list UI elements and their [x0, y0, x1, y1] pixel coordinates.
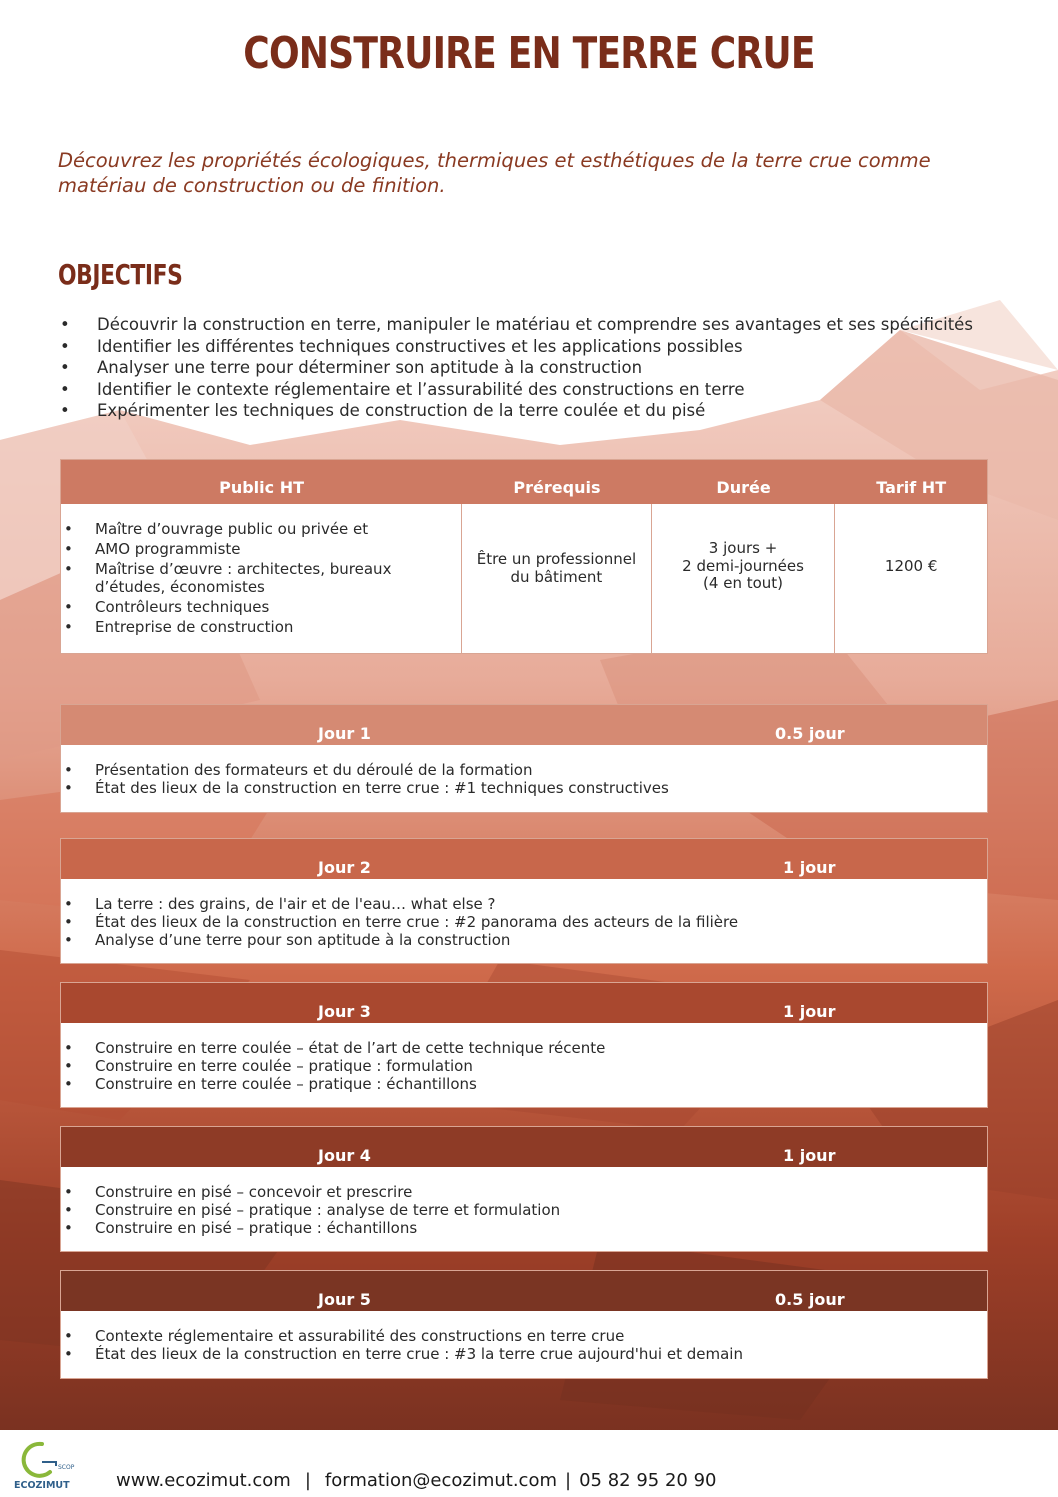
day-item: • Construire en pisé – concevoir et prescrire: [61, 1183, 987, 1201]
day-item: • Construire en pisé – pratique : échantillons: [61, 1219, 987, 1237]
day-name: Jour 1: [318, 724, 371, 743]
day-item: • Construire en pisé – pratique : analyse de terre et formulation: [61, 1201, 987, 1219]
header-public: Public HT: [219, 477, 305, 497]
intro-text: Découvrez les propriétés écologiques, thermiques et esthétiques de la terre crue comme matériau de construction ou de finition.: [58, 149, 931, 197]
info-table-body: [61, 504, 987, 654]
day-item: • Analyse d’une terre pour son aptitude à la construction: [61, 931, 987, 949]
day-name: Jour 3: [318, 1002, 371, 1021]
day-item: • Présentation des formateurs et du déroulé de la formation: [61, 761, 987, 779]
footer-phone: 05 82 95 20 90: [579, 1470, 717, 1491]
prerequis-line: Être un professionnel: [476, 550, 637, 568]
logo-tag: SCOP: [58, 1464, 75, 1471]
day-items: [61, 1023, 987, 1093]
day-header: [61, 1271, 987, 1311]
footer-separator: |: [304, 1470, 311, 1491]
public-item: • Entreprise de construction: [61, 618, 461, 636]
objectives-heading: OBJECTIFS: [58, 258, 183, 291]
footer-website[interactable]: www.ecozimut.com: [116, 1470, 291, 1491]
info-table-header: [61, 460, 987, 504]
header-duree: Durée: [716, 477, 771, 497]
day-header: [61, 1127, 987, 1167]
tarif-value: 1200 €: [884, 557, 938, 575]
page-title: CONSTRUIRE EN TERRE CRUE: [243, 28, 815, 79]
day-name: Jour 5: [318, 1290, 371, 1309]
objective-item: • Identifier les différentes techniques constructives et les applications possibles: [58, 336, 1048, 358]
duree-line: 3 jours +: [708, 539, 778, 557]
day-block-1: [60, 704, 988, 813]
day-items: [61, 879, 987, 949]
day-name: Jour 4: [318, 1146, 371, 1165]
prerequis-line: du bâtiment: [510, 567, 603, 586]
day-duration: 0.5 jour: [775, 1290, 845, 1309]
day-header: [61, 983, 987, 1023]
tarif-cell: [835, 504, 987, 654]
day-header: [61, 839, 987, 879]
header-tarif: Tarif HT: [876, 477, 947, 497]
public-cell: [61, 504, 462, 654]
day-item: • État des lieux de la construction en terre crue : #2 panorama des acteurs de la filière: [61, 913, 987, 931]
day-name: Jour 2: [318, 858, 371, 877]
day-block-3: [60, 982, 988, 1108]
public-item: • Contrôleurs techniques: [61, 598, 461, 616]
logo-name: ECOZIMUT: [14, 1480, 70, 1491]
day-duration: 1 jour: [783, 1002, 836, 1021]
day-item: • État des lieux de la construction en terre crue : #3 la terre crue aujourd'hui et demain: [61, 1345, 987, 1363]
day-duration: 0.5 jour: [775, 724, 845, 743]
header-prerequis: Prérequis: [513, 477, 601, 497]
day-header: [61, 705, 987, 745]
info-table: [60, 459, 988, 654]
day-items: [61, 745, 987, 797]
public-item: • Maître d’ouvrage public ou privée et: [61, 520, 461, 538]
day-item: • Contexte réglementaire et assurabilité des constructions en terre crue: [61, 1327, 987, 1345]
day-block-4: [60, 1126, 988, 1252]
day-item: • Construire en terre coulée – pratique : formulation: [61, 1057, 987, 1075]
day-duration: 1 jour: [783, 1146, 836, 1165]
objective-item: • Découvrir la construction en terre, manipuler le matériau et comprendre ses avantages et ses spécificités: [58, 314, 1048, 336]
prerequis-cell: [462, 504, 652, 654]
duree-line: 2 demi-journées: [682, 556, 804, 575]
day-items: [61, 1311, 987, 1363]
objective-item: • Expérimenter les techniques de construction de la terre coulée et du pisé: [58, 400, 1048, 422]
objectives-list: [58, 314, 1048, 422]
day-item: • Construire en terre coulée – pratique : échantillons: [61, 1075, 987, 1093]
day-items: [61, 1167, 987, 1237]
duree-line: (4 en tout): [703, 574, 784, 592]
footer-email[interactable]: formation@ecozimut.com: [324, 1470, 557, 1491]
ecozimut-logo: [12, 1436, 78, 1492]
public-item: • Maîtrise d’œuvre : architectes, bureaux d’études, économistes: [61, 560, 461, 596]
day-item: • La terre : des grains, de l'air et de l'eau… what else ?: [61, 895, 987, 913]
day-block-2: [60, 838, 988, 964]
duree-cell: [652, 504, 836, 654]
day-item: • État des lieux de la construction en terre crue : #1 techniques constructives: [61, 779, 987, 797]
objective-item: • Identifier le contexte réglementaire et l’assurabilité des constructions en terre: [58, 379, 1048, 401]
footer-separator: |: [565, 1470, 572, 1491]
footer-contact: [116, 1470, 717, 1491]
day-block-5: [60, 1270, 988, 1379]
public-item: • AMO programmiste: [61, 540, 461, 558]
day-duration: 1 jour: [783, 858, 836, 877]
day-item: • Construire en terre coulée – état de l’art de cette technique récente: [61, 1039, 987, 1057]
objective-item: • Analyser une terre pour déterminer son aptitude à la construction: [58, 357, 1048, 379]
